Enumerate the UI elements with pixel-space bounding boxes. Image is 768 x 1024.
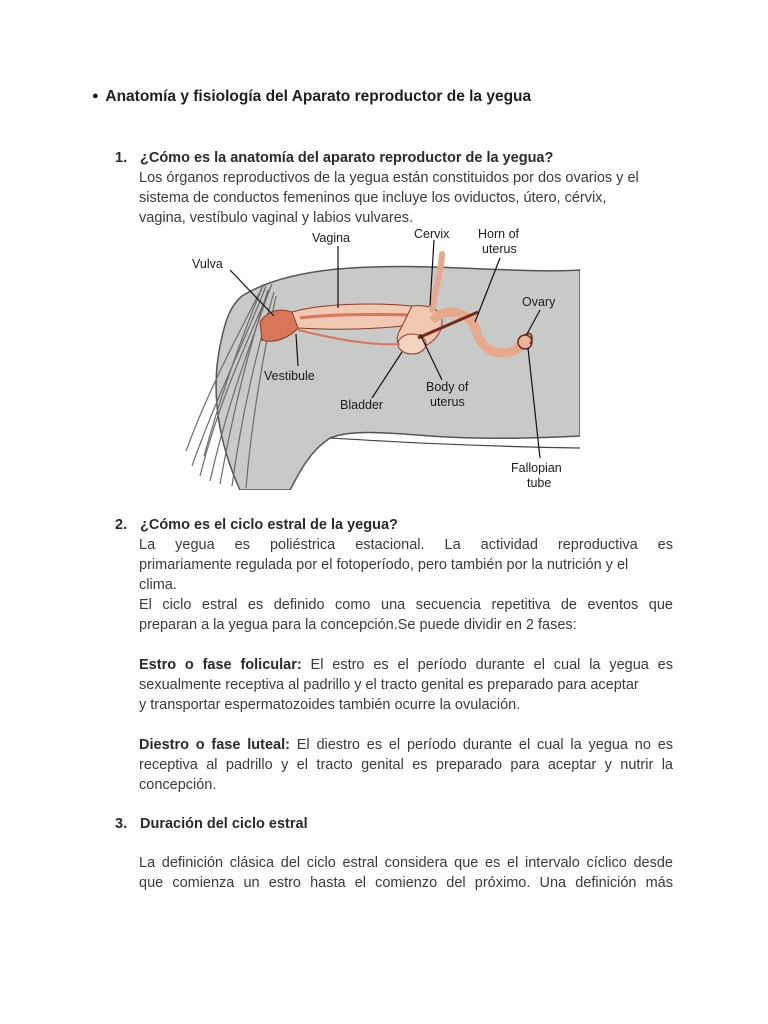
question-number: 2. (115, 517, 128, 533)
label-body-line2: uterus (430, 395, 465, 409)
label-vestibule: Vestibule (264, 369, 315, 383)
label-fallopian-line2: tube (527, 476, 552, 490)
heading-title: Anatomía y fisiología del Aparato reproductor de la yegua (105, 88, 532, 105)
question-text: ¿Cómo es el ciclo estral de la yegua? (140, 517, 398, 533)
label-fallopian-line1: Fallopian (511, 461, 562, 475)
label-body-line1: Body of (426, 380, 469, 394)
estro-label: Estro o fase folicular: (139, 657, 302, 673)
question-number: 1. (115, 150, 128, 166)
mare-reproductive-anatomy-figure (180, 226, 580, 490)
estro-first-line: El estro es el período durante el cual la yegua es (310, 657, 673, 673)
mare-leg-contour (330, 438, 580, 448)
answer-line: concepción. (139, 777, 217, 793)
document-heading (92, 88, 531, 106)
answer-line: primariamente regulada por el fotoperíodo, pero también por la nutrición y el (139, 557, 629, 573)
answer-line: preparan a la yegua para la concepción.Se puede dividir en 2 fases: (139, 617, 577, 633)
estro-paragraph (139, 655, 673, 715)
diestro-paragraph (139, 735, 673, 795)
answer-line: La definición clásica del ciclo estral considera que es el intervalo cíclico desde (139, 855, 673, 871)
diestro-label: Diestro o fase luteal: (139, 737, 290, 753)
label-vagina: Vagina (312, 231, 350, 245)
label-horn-line1: Horn of (478, 227, 519, 241)
answer-3 (139, 853, 673, 893)
answer-line: y transportar espermatozoides también ocurre la ovulación. (139, 697, 521, 713)
answer-line: vagina, vestíbulo vaginal y labios vulvares. (139, 210, 414, 226)
question-number: 3. (115, 816, 128, 832)
answer-line: sexualmente receptiva al padrillo y el tracto genital es preparado para aceptar (139, 677, 639, 693)
question-2 (115, 517, 398, 533)
label-vulva: Vulva (192, 257, 223, 271)
answer-line (139, 735, 673, 755)
question-text: Duración del ciclo estral (140, 816, 308, 832)
answer-1 (139, 168, 673, 228)
question-1 (115, 150, 553, 166)
answer-line: clima. (139, 577, 177, 593)
question-text: ¿Cómo es la anatomía del aparato reproductor de la yegua? (140, 150, 554, 166)
bullet-icon: ● (92, 90, 99, 102)
diestro-first-line: El diestro es el período durante el cual la yegua no es (296, 737, 674, 753)
answer-line: sistema de conductos femeninos que incluye los oviductos, útero, cérvix, (139, 190, 607, 206)
answer-line: Los órganos reproductivos de la yegua están constituidos por dos ovarios y el (139, 170, 639, 186)
answer-line: La yegua es poliéstrica estacional. La actividad reproductiva es (139, 537, 673, 553)
label-cervix: Cervix (414, 227, 450, 241)
ovary-shape (518, 335, 532, 349)
label-bladder: Bladder (340, 398, 384, 412)
answer-line (139, 655, 673, 675)
answer-line: El ciclo estral es definido como una secuencia repetitiva de eventos que (139, 597, 673, 613)
answer-line: receptiva al padrillo y el tracto genital es preparado para aceptar y nutrir la (139, 757, 673, 773)
label-ovary: Ovary (522, 295, 556, 309)
answer-2-intro (139, 535, 673, 635)
label-horn-line2: uterus (482, 242, 517, 256)
answer-line: que comienza un estro hasta el comienzo del próximo. Una definición más (139, 875, 673, 891)
question-3 (115, 816, 308, 832)
